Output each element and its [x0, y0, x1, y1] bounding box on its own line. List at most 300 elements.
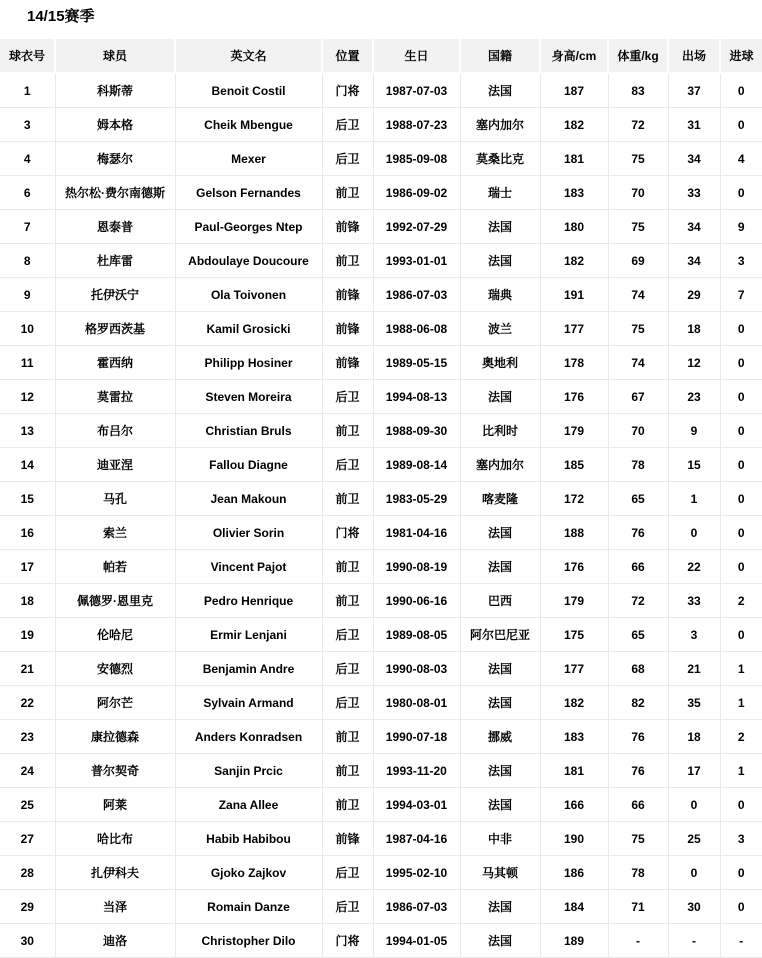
table-cell: 1993-01-01 [373, 244, 460, 278]
table-cell: 188 [540, 516, 608, 550]
table-cell: Benjamin Andre [175, 652, 322, 686]
table-row [0, 380, 762, 414]
table-row [0, 312, 762, 346]
table-cell: 后卫 [322, 618, 373, 652]
table-cell: 门将 [322, 516, 373, 550]
table-cell: 马孔 [55, 482, 175, 516]
table-cell: 法国 [460, 210, 540, 244]
table-row [0, 73, 762, 108]
table-cell: 前锋 [322, 346, 373, 380]
column-header: 位置 [322, 39, 373, 73]
table-cell: 8 [0, 244, 55, 278]
table-row [0, 822, 762, 856]
table-cell: 喀麦隆 [460, 482, 540, 516]
table-cell: 66 [608, 788, 668, 822]
table-cell: 塞内加尔 [460, 108, 540, 142]
table-cell: 杜库雷 [55, 244, 175, 278]
table-cell: 1990-08-03 [373, 652, 460, 686]
table-cell: 法国 [460, 890, 540, 924]
table-header [0, 39, 762, 73]
table-cell: 184 [540, 890, 608, 924]
table-cell: 31 [668, 108, 720, 142]
table-cell: 科斯蒂 [55, 73, 175, 108]
table-cell: 18 [0, 584, 55, 618]
table-cell: 帕若 [55, 550, 175, 584]
table-cell: 1994-08-13 [373, 380, 460, 414]
column-header: 球衣号 [0, 39, 55, 73]
table-cell: 波兰 [460, 312, 540, 346]
table-cell: 11 [0, 346, 55, 380]
table-cell: 34 [668, 210, 720, 244]
table-cell: 前卫 [322, 720, 373, 754]
table-cell: 29 [668, 278, 720, 312]
table-cell: 3 [0, 108, 55, 142]
table-cell: Anders Konradsen [175, 720, 322, 754]
table-cell: 当泽 [55, 890, 175, 924]
column-header: 体重/kg [608, 39, 668, 73]
table-cell: 71 [608, 890, 668, 924]
table-cell: 格罗西茨基 [55, 312, 175, 346]
table-cell: 法国 [460, 652, 540, 686]
table-cell: 前锋 [322, 210, 373, 244]
table-cell: Sylvain Armand [175, 686, 322, 720]
table-cell: Romain Danze [175, 890, 322, 924]
table-cell: 法国 [460, 686, 540, 720]
table-cell: 83 [608, 73, 668, 108]
table-cell: 法国 [460, 244, 540, 278]
table-cell: 1990-06-16 [373, 584, 460, 618]
table-cell: 1988-07-23 [373, 108, 460, 142]
table-cell: 普尔契奇 [55, 754, 175, 788]
column-header: 进球 [720, 39, 762, 73]
table-cell: Jean Makoun [175, 482, 322, 516]
table-cell: 177 [540, 652, 608, 686]
table-cell: 0 [720, 380, 762, 414]
table-cell: 法国 [460, 516, 540, 550]
table-cell: 0 [720, 482, 762, 516]
table-cell: 67 [608, 380, 668, 414]
table-row [0, 584, 762, 618]
table-cell: 179 [540, 414, 608, 448]
table-cell: 迪洛 [55, 924, 175, 958]
table-cell: 0 [720, 618, 762, 652]
table-cell: 瑞典 [460, 278, 540, 312]
table-cell: Gjoko Zajkov [175, 856, 322, 890]
table-cell: 1990-07-18 [373, 720, 460, 754]
table-row [0, 482, 762, 516]
table-cell: 瑞士 [460, 176, 540, 210]
table-cell: Zana Allee [175, 788, 322, 822]
table-cell: Gelson Fernandes [175, 176, 322, 210]
table-cell: 2 [720, 720, 762, 754]
table-cell: 13 [0, 414, 55, 448]
table-cell: Steven Moreira [175, 380, 322, 414]
table-cell: 175 [540, 618, 608, 652]
table-row [0, 516, 762, 550]
table-cell: 1985-09-08 [373, 142, 460, 176]
column-header: 球员 [55, 39, 175, 73]
table-cell: 75 [608, 312, 668, 346]
table-cell: 1983-05-29 [373, 482, 460, 516]
table-cell: 33 [668, 584, 720, 618]
table-cell: 姆本格 [55, 108, 175, 142]
table-cell: 挪威 [460, 720, 540, 754]
table-cell: 安德烈 [55, 652, 175, 686]
table-cell: 康拉德森 [55, 720, 175, 754]
table-cell: 172 [540, 482, 608, 516]
table-row [0, 244, 762, 278]
table-cell: 0 [720, 550, 762, 584]
table-row [0, 176, 762, 210]
table-cell: 前卫 [322, 482, 373, 516]
table-cell: 0 [720, 788, 762, 822]
table-cell: 189 [540, 924, 608, 958]
table-cell: 1993-11-20 [373, 754, 460, 788]
table-cell: 15 [0, 482, 55, 516]
table-cell: 82 [608, 686, 668, 720]
table-cell: 16 [0, 516, 55, 550]
table-cell: 伦哈尼 [55, 618, 175, 652]
column-header: 身高/cm [540, 39, 608, 73]
table-cell: 前卫 [322, 414, 373, 448]
table-row [0, 618, 762, 652]
table-cell: 1987-07-03 [373, 73, 460, 108]
table-cell: 27 [0, 822, 55, 856]
table-cell: 66 [608, 550, 668, 584]
table-cell: 法国 [460, 550, 540, 584]
table-cell: 72 [608, 584, 668, 618]
table-cell: 23 [668, 380, 720, 414]
table-cell: 3 [720, 822, 762, 856]
table-cell: 182 [540, 686, 608, 720]
table-cell: 187 [540, 73, 608, 108]
table-cell: 后卫 [322, 142, 373, 176]
table-cell: Ola Toivonen [175, 278, 322, 312]
table-cell: 10 [0, 312, 55, 346]
table-cell: 34 [668, 244, 720, 278]
table-cell: 0 [668, 856, 720, 890]
table-cell: 75 [608, 210, 668, 244]
table-cell: 0 [720, 73, 762, 108]
table-cell: 霍西纳 [55, 346, 175, 380]
table-cell: 阿尔芒 [55, 686, 175, 720]
table-cell: 17 [668, 754, 720, 788]
table-cell: 1987-04-16 [373, 822, 460, 856]
table-cell: 7 [0, 210, 55, 244]
table-cell: 4 [0, 142, 55, 176]
table-cell: 1981-04-16 [373, 516, 460, 550]
table-row [0, 652, 762, 686]
table-cell: 0 [720, 856, 762, 890]
table-cell: 22 [0, 686, 55, 720]
table-cell: 恩泰普 [55, 210, 175, 244]
column-header: 生日 [373, 39, 460, 73]
table-cell: 177 [540, 312, 608, 346]
table-cell: 前卫 [322, 176, 373, 210]
table-cell: 183 [540, 176, 608, 210]
table-cell: 比利时 [460, 414, 540, 448]
table-cell: 176 [540, 550, 608, 584]
table-cell: 25 [668, 822, 720, 856]
table-cell: 前锋 [322, 278, 373, 312]
table-cell: 12 [0, 380, 55, 414]
table-cell: 30 [0, 924, 55, 958]
table-cell: Abdoulaye Doucoure [175, 244, 322, 278]
table-cell: 0 [668, 516, 720, 550]
table-cell: 12 [668, 346, 720, 380]
table-cell: 75 [608, 142, 668, 176]
table-cell: Vincent Pajot [175, 550, 322, 584]
table-cell: Paul-Georges Ntep [175, 210, 322, 244]
table-cell: 179 [540, 584, 608, 618]
table-cell: 0 [720, 414, 762, 448]
table-cell: 法国 [460, 380, 540, 414]
table-cell: Benoit Costil [175, 73, 322, 108]
table-cell: 69 [608, 244, 668, 278]
table-cell: 后卫 [322, 856, 373, 890]
table-cell: 78 [608, 856, 668, 890]
table-cell: 7 [720, 278, 762, 312]
table-cell: 190 [540, 822, 608, 856]
page-title: 14/15赛季 [27, 8, 95, 25]
table-cell: 前卫 [322, 244, 373, 278]
table-cell: 后卫 [322, 108, 373, 142]
table-cell: Ermir Lenjani [175, 618, 322, 652]
table-cell: 巴西 [460, 584, 540, 618]
table-cell: Christian Bruls [175, 414, 322, 448]
table-cell: 21 [0, 652, 55, 686]
table-cell: 0 [720, 312, 762, 346]
table-cell: 17 [0, 550, 55, 584]
table-cell: 前卫 [322, 550, 373, 584]
table-row [0, 720, 762, 754]
column-header: 出场 [668, 39, 720, 73]
table-cell: Philipp Hosiner [175, 346, 322, 380]
table-row [0, 346, 762, 380]
table-row [0, 210, 762, 244]
table-cell: 28 [0, 856, 55, 890]
table-cell: 中非 [460, 822, 540, 856]
table-cell: 1986-07-03 [373, 278, 460, 312]
table-cell: Habib Habibou [175, 822, 322, 856]
table-cell: 1 [0, 73, 55, 108]
table-cell: 22 [668, 550, 720, 584]
table-cell: 后卫 [322, 380, 373, 414]
header-row [0, 39, 762, 73]
table-cell: 4 [720, 142, 762, 176]
table-cell: 9 [0, 278, 55, 312]
table-cell: 1990-08-19 [373, 550, 460, 584]
table-cell: 181 [540, 142, 608, 176]
table-cell: 18 [668, 312, 720, 346]
table-cell: 0 [720, 346, 762, 380]
table-cell: 阿尔巴尼亚 [460, 618, 540, 652]
table-cell: 186 [540, 856, 608, 890]
table-cell: 76 [608, 720, 668, 754]
table-cell: 1 [668, 482, 720, 516]
table-cell: 182 [540, 108, 608, 142]
table-cell: 23 [0, 720, 55, 754]
table-cell: 后卫 [322, 890, 373, 924]
table-cell: Christopher Dilo [175, 924, 322, 958]
table-row [0, 788, 762, 822]
table-cell: 0 [720, 108, 762, 142]
table-cell: 30 [668, 890, 720, 924]
table-row [0, 414, 762, 448]
column-header: 英文名 [175, 39, 322, 73]
table-row [0, 856, 762, 890]
table-cell: 法国 [460, 788, 540, 822]
column-header: 国籍 [460, 39, 540, 73]
table-cell: 65 [608, 618, 668, 652]
table-cell: 前锋 [322, 822, 373, 856]
table-cell: 马其顿 [460, 856, 540, 890]
table-cell: 前锋 [322, 312, 373, 346]
table-cell: 25 [0, 788, 55, 822]
table-cell: 门将 [322, 924, 373, 958]
table-cell: 奥地利 [460, 346, 540, 380]
table-cell: 6 [0, 176, 55, 210]
table-cell: 181 [540, 754, 608, 788]
table-cell: 前卫 [322, 584, 373, 618]
table-cell: 185 [540, 448, 608, 482]
table-cell: - [720, 924, 762, 958]
table-cell: 68 [608, 652, 668, 686]
table-cell: 183 [540, 720, 608, 754]
table-cell: - [608, 924, 668, 958]
table-cell: 0 [668, 788, 720, 822]
table-row [0, 686, 762, 720]
table-cell: 0 [720, 890, 762, 924]
table-cell: 15 [668, 448, 720, 482]
table-cell: 0 [720, 176, 762, 210]
table-cell: 1986-07-03 [373, 890, 460, 924]
table-cell: 1992-07-29 [373, 210, 460, 244]
table-cell: Sanjin Prcic [175, 754, 322, 788]
table-cell: 3 [668, 618, 720, 652]
table-row [0, 278, 762, 312]
table-cell: 180 [540, 210, 608, 244]
table-cell: 1994-01-05 [373, 924, 460, 958]
table-cell: - [668, 924, 720, 958]
table-cell: 14 [0, 448, 55, 482]
table-cell: 阿莱 [55, 788, 175, 822]
table-cell: 33 [668, 176, 720, 210]
table-cell: 35 [668, 686, 720, 720]
table-body [0, 73, 762, 958]
table-cell: 3 [720, 244, 762, 278]
table-cell: 1989-08-05 [373, 618, 460, 652]
table-cell: 19 [0, 618, 55, 652]
table-cell: 65 [608, 482, 668, 516]
table-cell: 1989-08-14 [373, 448, 460, 482]
table-cell: 1 [720, 652, 762, 686]
table-cell: 1994-03-01 [373, 788, 460, 822]
table-cell: 9 [720, 210, 762, 244]
table-cell: Fallou Diagne [175, 448, 322, 482]
table-row [0, 890, 762, 924]
table-cell: 后卫 [322, 448, 373, 482]
table-cell: 佩德罗·恩里克 [55, 584, 175, 618]
table-cell: 法国 [460, 754, 540, 788]
table-cell: 1988-09-30 [373, 414, 460, 448]
table-cell: 1988-06-08 [373, 312, 460, 346]
table-row [0, 108, 762, 142]
table-cell: 迪亚涅 [55, 448, 175, 482]
table-cell: 1980-08-01 [373, 686, 460, 720]
table-cell: 1989-05-15 [373, 346, 460, 380]
table-cell: 74 [608, 346, 668, 380]
table-cell: 热尔松·费尔南德斯 [55, 176, 175, 210]
table-cell: 布吕尔 [55, 414, 175, 448]
table-cell: 莫桑比克 [460, 142, 540, 176]
table-cell: Pedro Henrique [175, 584, 322, 618]
table-cell: Kamil Grosicki [175, 312, 322, 346]
table-cell: 梅瑟尔 [55, 142, 175, 176]
table-cell: 1995-02-10 [373, 856, 460, 890]
table-cell: 2 [720, 584, 762, 618]
table-cell: 法国 [460, 924, 540, 958]
table-cell: 后卫 [322, 652, 373, 686]
table-row [0, 924, 762, 958]
table-cell: 29 [0, 890, 55, 924]
table-cell: 78 [608, 448, 668, 482]
table-cell: 前卫 [322, 754, 373, 788]
squad-table [0, 39, 762, 958]
table-cell: 前卫 [322, 788, 373, 822]
table-cell: 74 [608, 278, 668, 312]
table-row [0, 754, 762, 788]
table-cell: 191 [540, 278, 608, 312]
table-cell: 75 [608, 822, 668, 856]
table-row [0, 142, 762, 176]
table-cell: 1 [720, 754, 762, 788]
table-cell: Cheik Mbengue [175, 108, 322, 142]
table-cell: 托伊沃宁 [55, 278, 175, 312]
table-cell: Mexer [175, 142, 322, 176]
table-cell: 1986-09-02 [373, 176, 460, 210]
table-cell: 72 [608, 108, 668, 142]
table-cell: 24 [0, 754, 55, 788]
table-cell: 9 [668, 414, 720, 448]
table-cell: 1 [720, 686, 762, 720]
table-cell: 76 [608, 516, 668, 550]
table-cell: 70 [608, 414, 668, 448]
table-cell: 0 [720, 516, 762, 550]
table-cell: 18 [668, 720, 720, 754]
table-cell: 176 [540, 380, 608, 414]
table-cell: 哈比布 [55, 822, 175, 856]
table-cell: 166 [540, 788, 608, 822]
table-cell: 门将 [322, 73, 373, 108]
table-cell: 后卫 [322, 686, 373, 720]
table-cell: 34 [668, 142, 720, 176]
table-cell: 扎伊科夫 [55, 856, 175, 890]
table-cell: 76 [608, 754, 668, 788]
table-cell: 21 [668, 652, 720, 686]
table-row [0, 550, 762, 584]
table-cell: 178 [540, 346, 608, 380]
table-cell: 0 [720, 448, 762, 482]
table-row [0, 448, 762, 482]
table-cell: 182 [540, 244, 608, 278]
table-cell: 法国 [460, 73, 540, 108]
table-cell: 莫雷拉 [55, 380, 175, 414]
table-cell: 70 [608, 176, 668, 210]
table-cell: 索兰 [55, 516, 175, 550]
table-cell: Olivier Sorin [175, 516, 322, 550]
table-cell: 37 [668, 73, 720, 108]
